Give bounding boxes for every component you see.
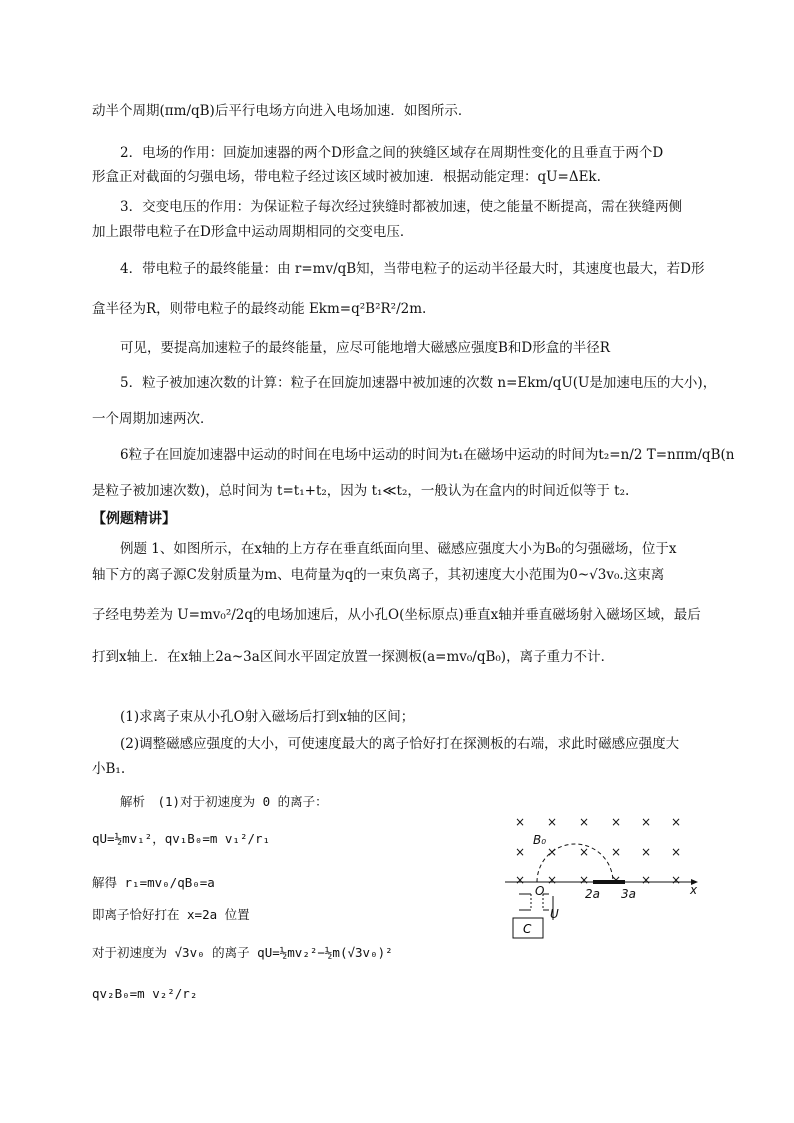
question-2-cont: 小B₁.: [92, 761, 126, 777]
field-cross: ×: [671, 873, 682, 887]
mark-3a: 3a: [621, 887, 636, 901]
text-line-13: 例题 1、如图所示，在x轴的上方存在垂直纸面向里、磁感应强度大小为B₀的匀强磁场，位于x: [120, 541, 677, 557]
text-line-16: 打到x轴上．在x轴上2a~3a区间水平固定放置一探测板(a=mv₀/qB₀)，离子重力不计．: [92, 649, 615, 665]
text-line-3: 形盒正对截面的匀强电场，带电粒子经过该区域时被加速．根据动能定理：qU=ΔEk.: [92, 169, 601, 185]
solution-line-3: 即离子恰好打在 x=2a 位置: [92, 907, 250, 922]
field-cross: ×: [641, 873, 652, 887]
field-cross: ×: [515, 845, 526, 859]
field-cross: ×: [611, 845, 622, 859]
field-cross: ×: [515, 873, 526, 887]
field-cross: ×: [547, 815, 558, 829]
field-cross: ×: [671, 845, 682, 859]
field-cross: ×: [579, 815, 590, 829]
text-line-9: 5．粒子被加速次数的计算：粒子在回旋加速器中被加速的次数 n=Ekm/qU(U是加速电压的大小)，: [120, 375, 717, 391]
text-line-15: 子经电势差为 U=mv₀²/2q的电场加速后，从小孔O(坐标原点)垂直x轴并垂直磁场射入磁场区域，最后: [92, 607, 701, 623]
field-cross: ×: [547, 845, 558, 859]
field-cross: ×: [641, 815, 652, 829]
voltage-label: U: [550, 907, 559, 921]
text-line-14: 轴下方的离子源C发射质量为m、电荷量为q的一束负离子，其初速度大小范围为0~√3v₀.这束离: [92, 567, 665, 583]
question-1: (1)求离子束从小孔O射入磁场后打到x轴的区间；: [120, 709, 415, 725]
field-cross: ×: [515, 815, 526, 829]
origin-label: O: [535, 884, 545, 898]
field-cross: ×: [671, 815, 682, 829]
magnetic-field-diagram: [505, 812, 705, 952]
text-line-1: 动半个周期(πm/qB)后平行电场方向进入电场加速．如图所示．: [92, 103, 472, 119]
question-2: (2)调整磁感应强度的大小，可使速度最大的离子恰好打在探测板的右端，求此时磁感应强度大: [120, 736, 680, 752]
solution-eq-2: 解得 r₁=mv₀/qB₀=a: [92, 875, 215, 890]
solution-title: 解析 (1)对于初速度为 0 的离子：: [120, 794, 328, 809]
text-line-4: 3．交变电压的作用：为保证粒子每次经过狭缝时都被加速，使之能量不断提高，需在狭缝两侧: [120, 199, 683, 215]
solution-eq-1: qU=½mv₁²，qv₁B₀=m v₁²/r₁: [92, 831, 271, 846]
solution-eq-5: qv₂B₀=m v₂²/r₂: [92, 986, 198, 1001]
text-line-12: 是粒子被加速次数)，总时间为 t=t₁+t₂，因为 t₁≪t₂，一般认为在盒内的时间近似等于 t₂.: [92, 483, 630, 499]
section-heading: 【例题精讲】: [92, 511, 176, 527]
field-cross: ×: [547, 873, 558, 887]
field-cross: ×: [611, 815, 622, 829]
field-cross: ×: [579, 845, 590, 859]
detector-plate: [593, 880, 625, 884]
text-line-11: 6粒子在回旋加速器中运动的时间在电场中运动的时间为t₁在磁场中运动的时间为t₂=n/2 T=nπm/qB(n: [120, 447, 735, 463]
text-line-2: 2．电场的作用：回旋加速器的两个D形盒之间的狭缝区域存在周期性变化的且垂直于两个D: [120, 145, 664, 161]
axis-label: x: [690, 883, 698, 897]
field-cross: ×: [579, 873, 590, 887]
source-label: C: [523, 922, 532, 936]
solution-eq-4: 对于初速度为 √3v₀ 的离子 qU=½mv₂²−½m(√3v₀)²: [92, 945, 393, 960]
text-line-6: 4．带电粒子的最终能量：由 r=mv/qB知，当带电粒子的运动半径最大时，其速度也最大，若D形: [120, 261, 705, 277]
text-line-10: 一个周期加速两次．: [92, 411, 214, 427]
mark-2a: 2a: [585, 887, 600, 901]
field-cross: ×: [641, 845, 652, 859]
text-line-8: 可见，要提高加速粒子的最终能量，应尽可能地增大磁感应强度B和D形盒的半径R: [120, 340, 610, 356]
text-line-5: 加上跟带电粒子在D形盒中运动周期相同的交变电压．: [92, 224, 414, 240]
text-line-7: 盒半径为R，则带电粒子的最终动能 Ekm=q²B²R²/2m.: [92, 301, 427, 317]
field-label: B₀: [533, 833, 547, 847]
